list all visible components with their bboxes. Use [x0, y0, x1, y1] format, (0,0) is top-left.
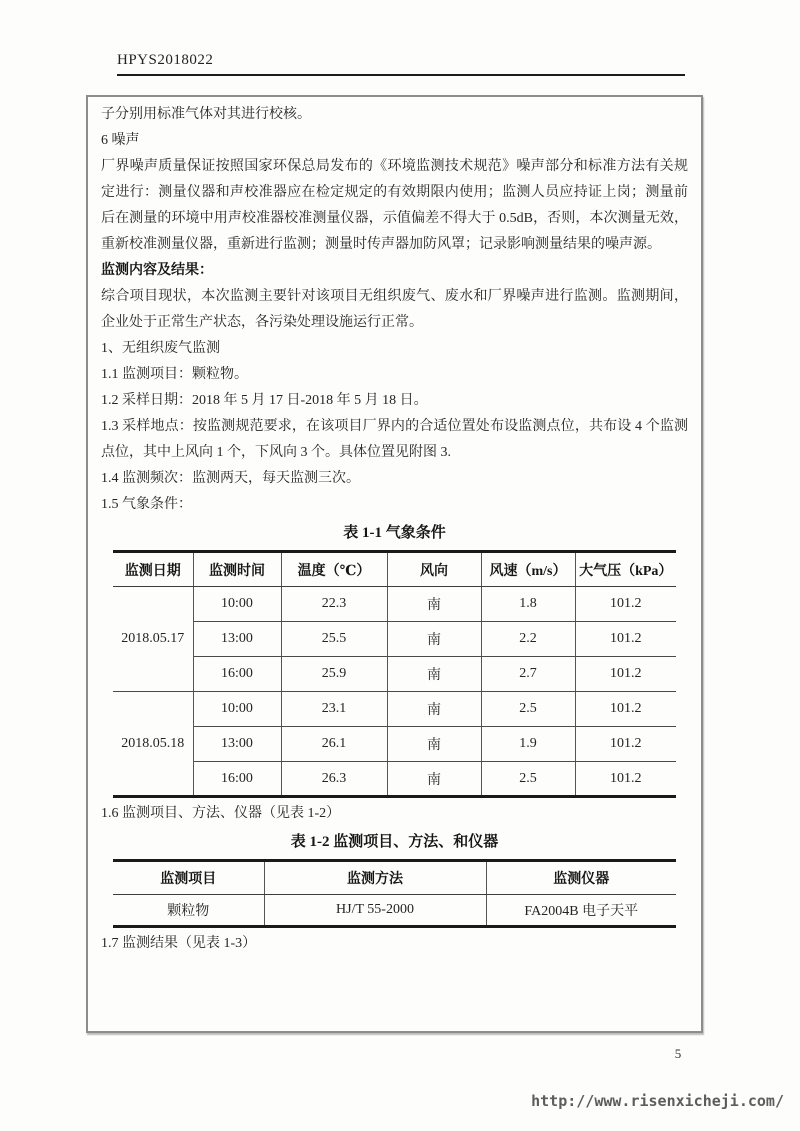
pressure-cell: 101.2 — [575, 657, 676, 692]
wind-dir-cell: 南 — [387, 622, 481, 657]
table-row — [113, 622, 676, 657]
wind-speed-cell: 2.2 — [481, 622, 575, 657]
wind-dir-cell: 南 — [387, 657, 481, 692]
monitoring-method-cell: HJ/T 55-2000 — [264, 895, 486, 927]
time-cell: 10:00 — [193, 692, 281, 727]
monitoring-instrument-cell: FA2004B 电子天平 — [486, 895, 676, 927]
methods-table-header-row — [113, 861, 676, 895]
item-1-fugitive-gas: 1、无组织废气监测 — [101, 341, 220, 356]
time-cell: 13:00 — [193, 622, 281, 657]
item-1-4-frequency: 1.4 监测频次：监测两天，每天监测三次。 — [101, 471, 360, 486]
date-cell: 2018.05.17 — [113, 587, 193, 692]
wind-dir-cell: 南 — [387, 692, 481, 727]
table-row — [113, 727, 676, 762]
paragraph-project-overview: 综合项目现状，本次监测主要针对该项目无组织废气、废水和厂界噪声进行监测。监测期间，企业处于正常生产状态，各污染处理设施运行正常。 — [101, 289, 688, 330]
col-header-wind-speed: 风速（m/s） — [481, 552, 575, 587]
watermark-url: http://www.risenxicheji.com/ — [531, 1092, 784, 1110]
heading-noise-section: 6 噪声 — [101, 133, 140, 148]
temp-cell: 23.1 — [281, 692, 387, 727]
weather-table — [113, 550, 676, 798]
document-number: HPYS2018022 — [117, 52, 214, 68]
wind-speed-cell: 1.8 — [481, 587, 575, 622]
wind-speed-cell: 2.5 — [481, 762, 575, 797]
item-1-1-monitoring-item: 1.1 监测项目：颗粒物。 — [101, 367, 248, 382]
col-header-monitoring-item: 监测项目 — [113, 861, 264, 895]
table-row — [113, 692, 676, 727]
pressure-cell: 101.2 — [575, 762, 676, 797]
col-header-temperature: 温度（℃） — [281, 552, 387, 587]
date-cell: 2018.05.18 — [113, 692, 193, 797]
pressure-cell: 101.2 — [575, 587, 676, 622]
wind-speed-cell: 2.5 — [481, 692, 575, 727]
page-number: 5 — [674, 1046, 682, 1061]
table-row — [113, 657, 676, 692]
col-header-date: 监测日期 — [113, 552, 193, 587]
time-cell: 13:00 — [193, 727, 281, 762]
item-1-7-results: 1.7 监测结果（见表 1-3） — [101, 936, 257, 951]
item-1-5-weather: 1.5 气象条件： — [101, 497, 192, 512]
weather-table-header-row — [113, 552, 676, 587]
monitoring-item-cell: 颗粒物 — [113, 895, 264, 927]
time-cell: 16:00 — [193, 657, 281, 692]
weather-table-title: 表 1-1 气象条件 — [343, 525, 446, 541]
col-header-wind-direction: 风向 — [387, 552, 481, 587]
col-header-time: 监测时间 — [193, 552, 281, 587]
wind-speed-cell: 1.9 — [481, 727, 575, 762]
pressure-cell: 101.2 — [575, 727, 676, 762]
paragraph-calibration-continuation: 子分别用标准气体对其进行校核。 — [101, 107, 311, 122]
paragraph-noise-qa: 厂界噪声质量保证按照国家环保总局发布的《环境监测技术规范》噪声部分和标准方法有关规定进行：测量仪器和声校准器应在检定规定的有效期限内使用；监测人员应持证上岗；测量前后在测量的环境中用声校准器校准测量仪器，示值偏差不得大于 0.5dB，否则，本次测量无效，重新校准测量仪器，重新进行监测；测量时传声器加防风罩；记录影响测量结果的噪声源。 — [101, 159, 688, 252]
table-row — [113, 762, 676, 797]
item-1-3-sampling-location: 1.3 采样地点：按监测规范要求，在该项目厂界内的合适位置处布设监测点位，共布设 4 个监测点位，其中上风向 1 个，下风向 3 个。具体位置见附图 3. — [101, 419, 688, 460]
temp-cell: 26.1 — [281, 727, 387, 762]
pressure-cell: 101.2 — [575, 692, 676, 727]
col-header-monitoring-method: 监测方法 — [264, 861, 486, 895]
temp-cell: 26.3 — [281, 762, 387, 797]
wind-speed-cell: 2.7 — [481, 657, 575, 692]
time-cell: 16:00 — [193, 762, 281, 797]
col-header-pressure: 大气压（kPa） — [575, 552, 676, 587]
wind-dir-cell: 南 — [387, 762, 481, 797]
table-row — [113, 895, 676, 927]
heading-monitoring-results: 监测内容及结果： — [101, 263, 213, 278]
methods-table-title: 表 1-2 监测项目、方法、和仪器 — [290, 834, 499, 850]
methods-table — [113, 859, 676, 928]
item-1-6-methods: 1.6 监测项目、方法、仪器（见表 1-2） — [101, 806, 341, 821]
col-header-monitoring-instrument: 监测仪器 — [486, 861, 676, 895]
table-row — [113, 587, 676, 622]
wind-dir-cell: 南 — [387, 727, 481, 762]
pressure-cell: 101.2 — [575, 622, 676, 657]
item-1-2-sampling-date: 1.2 采样日期：2018 年 5 月 17 日-2018 年 5 月 18 日。 — [101, 393, 428, 408]
temp-cell: 22.3 — [281, 587, 387, 622]
content-box — [86, 95, 703, 1033]
temp-cell: 25.5 — [281, 622, 387, 657]
header-rule — [117, 74, 685, 76]
temp-cell: 25.9 — [281, 657, 387, 692]
wind-dir-cell: 南 — [387, 587, 481, 622]
time-cell: 10:00 — [193, 587, 281, 622]
